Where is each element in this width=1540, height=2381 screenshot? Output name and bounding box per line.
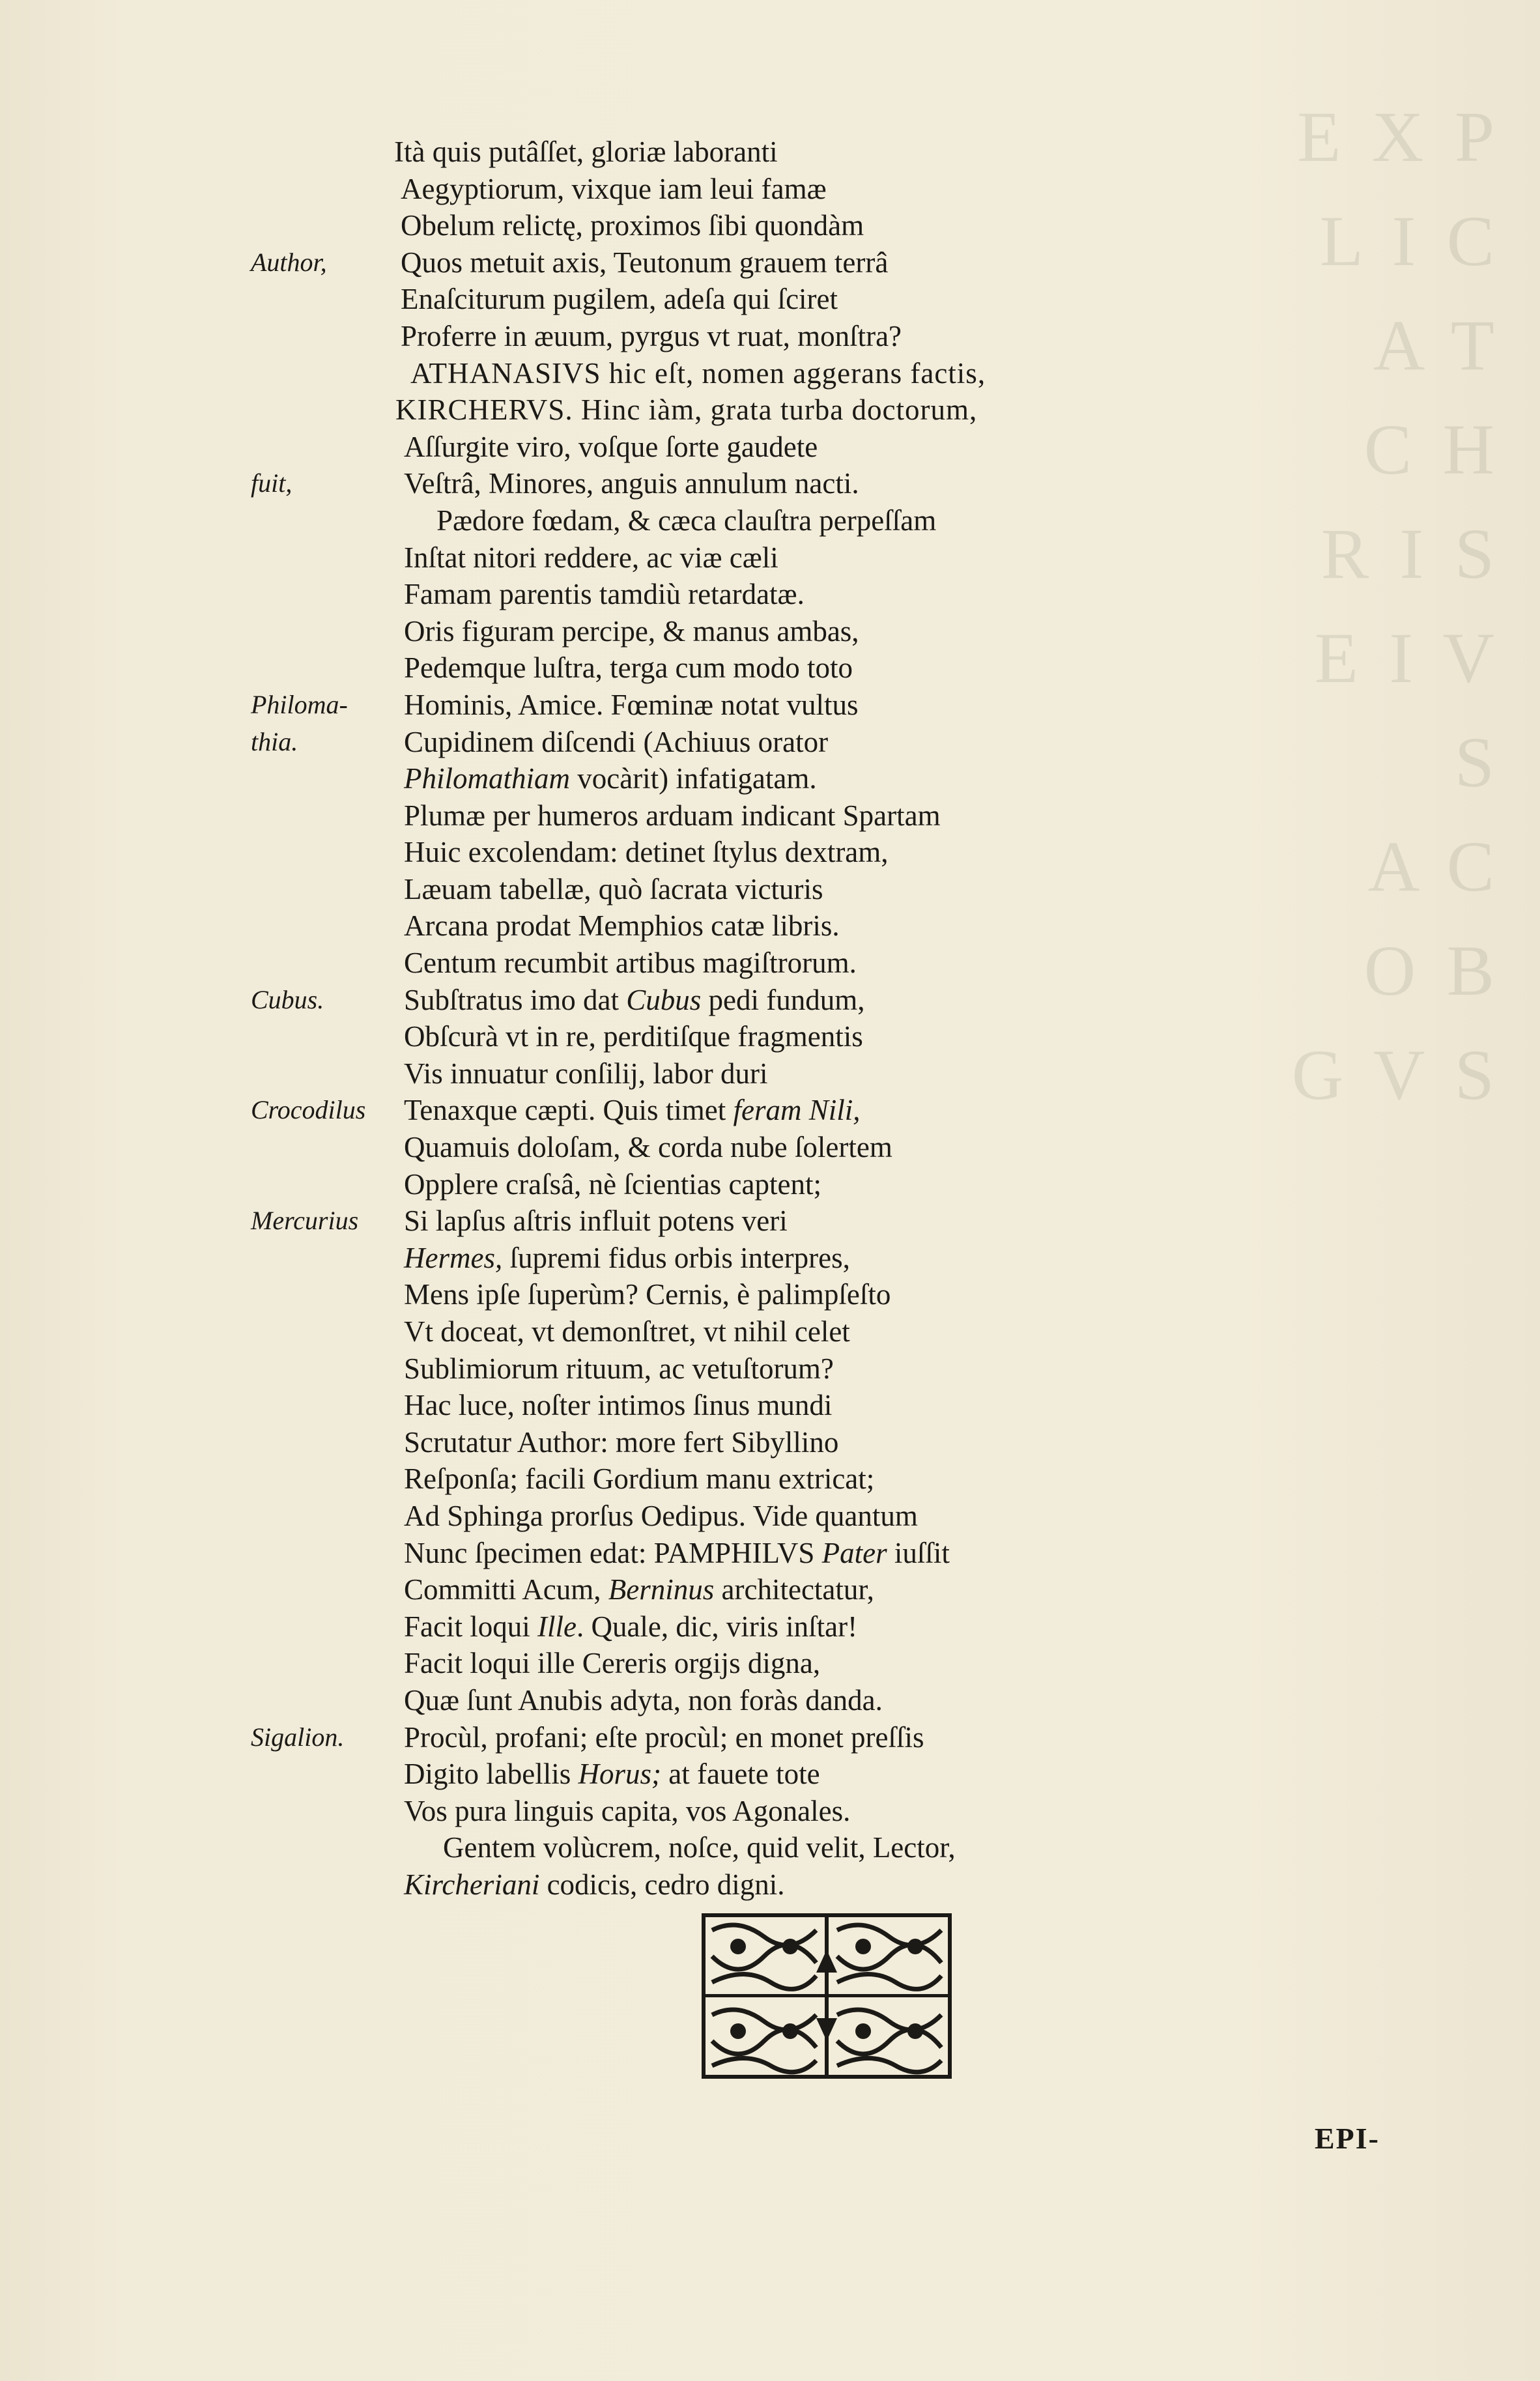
verse-text: Scrutatur Author: more fert Sibyllino (404, 1425, 839, 1459)
verse-text: Pedemque luſtra, terga cum modo toto (404, 651, 853, 685)
poem-line-33 (251, 1313, 1163, 1350)
poem-line-46 (251, 1793, 1163, 1830)
verse-fragment: Tenaxque cæpti. Quis timet (404, 1094, 734, 1127)
verse-text (404, 1756, 820, 1793)
poem-line-15 (251, 649, 1163, 687)
poem-line-14 (251, 613, 1163, 650)
marginal-note-philomathia-cont: thia. (251, 726, 298, 756)
poem-line-10 (251, 465, 1163, 502)
verse-text: Oris figuram percipe, & manus ambas, (404, 614, 859, 648)
poem-line-26 (251, 1055, 1163, 1092)
poem-line-5 (251, 281, 1163, 318)
catchword: EPI- (1315, 2122, 1380, 2155)
verse-text: Centum recumbit artibus magiſtrorum. (404, 947, 857, 980)
poem-line-21 (251, 871, 1163, 908)
bleed-through-shadow: E X P L I C A T C H R I S E I V S A C O B G V S (1291, 97, 1501, 1115)
verse-text: Quæ ſunt Anubis adyta, non foràs danda. (404, 1683, 883, 1717)
verse-fragment: at fauete tote (661, 1758, 820, 1791)
verse-text: Proferre in æuum, pyrgus vt ruat, monſtra? (401, 319, 902, 352)
verse-text: Gentem volùcrem, noſce, quid velit, Lector, (443, 1831, 956, 1864)
verse-text (404, 760, 817, 797)
poem-line-8 (251, 392, 1163, 429)
poem-line-1 (251, 134, 1163, 171)
verse-fragment: Facit loqui (404, 1610, 537, 1643)
poem-line-38 (251, 1498, 1163, 1535)
verse-text: Facit loqui ille Cereris orgijs digna, (404, 1647, 821, 1680)
verse-text: Hac luce, noſter intimos ſinus mundi (404, 1389, 833, 1422)
poem-line-20 (251, 834, 1163, 871)
verse-fragment: . Quale, dic, viris inſtar! (576, 1610, 858, 1643)
verse-text: Ità quis putâſſet, gloriæ laboranti (394, 135, 778, 168)
printers-ornament (699, 1911, 954, 2081)
verse-text: Opplere craſsâ, nè ſcientias captent; (404, 1167, 821, 1201)
marginal-note-author: Author, (251, 247, 327, 277)
italic-word: Pater (821, 1536, 887, 1569)
poem-line-3 (251, 207, 1163, 244)
italic-word: Horus; (578, 1758, 661, 1791)
marginal-note-crocodilus: Crocodilus (251, 1095, 366, 1125)
verse-fragment: Committi Acum, (404, 1573, 608, 1606)
poem-line-30 (251, 1203, 1163, 1240)
poem-line-7 (251, 355, 1163, 392)
poem-line-23 (251, 945, 1163, 982)
poem-line-24 (251, 982, 1163, 1019)
verse-text: Quamuis doloſam, & corda nube ſolertem (404, 1131, 892, 1164)
poem-line-18 (251, 760, 1163, 797)
verse-text: Mens ipſe ſuperùm? Cernis, è palimpſeſto (404, 1278, 891, 1311)
poem-line-28 (251, 1129, 1163, 1166)
italic-word: Cubus (626, 983, 702, 1016)
verse-text: Pædore fœdam, & cæca clauſtra perpeſſam (436, 504, 937, 537)
marginal-note-mercurius: Mercurius (251, 1206, 359, 1236)
italic-word: Berninus (608, 1573, 715, 1606)
verse-text: Ad Sphinga prorſus Oedipus. Vide quantum (404, 1499, 918, 1532)
poem-line-9 (251, 429, 1163, 466)
verse-text (404, 1866, 784, 1903)
verse-text (404, 1608, 857, 1646)
marginal-note-fuit: fuit, (251, 468, 292, 498)
verse-text: KIRCHERVS. Hinc iàm, grata turba doctorum, (395, 393, 978, 427)
verse-text (404, 1092, 861, 1129)
verse-text (404, 1571, 874, 1608)
verse-text: Aſſurgite viro, voſque ſorte gaudete (404, 430, 818, 463)
poem-line-17 (251, 724, 1163, 761)
verse-text: Procùl, profani; eſte procùl; en monet preſſis (404, 1720, 924, 1754)
poem-line-2 (251, 171, 1163, 208)
verse-text: Famam parentis tamdiù retardatæ. (404, 578, 805, 611)
poem-line-16 (251, 687, 1163, 724)
poem-line-44 (251, 1719, 1163, 1756)
verse-fragment: pedi fundum, (701, 983, 865, 1016)
verse-text: Obelum relictę, proximos ſibi quondàm (401, 209, 864, 242)
verse-text: Si lapſus aſtris influit potens veri (404, 1205, 788, 1238)
verse-text (404, 1240, 850, 1277)
verse-text: ATHANASIVS hic eſt, nomen aggerans factis, (410, 356, 986, 390)
marginal-note-cubus: Cubus. (251, 984, 324, 1014)
verse-text: Huic excolendam: detinet ſtylus dextram, (404, 836, 889, 869)
poem-line-36 (251, 1424, 1163, 1461)
verse-fragment: vocàrit) infatigatam. (570, 762, 817, 795)
verse-text: Plumæ per humeros arduam indicant Spartam (404, 799, 941, 832)
verse-text: Vis innuatur conſilij, labor duri (404, 1057, 768, 1090)
poem-line-43 (251, 1682, 1163, 1719)
verse-fragment: architectatur, (714, 1573, 874, 1606)
verse-fragment: Subſtratus imo dat (404, 983, 627, 1016)
poem-line-13 (251, 576, 1163, 613)
verse-fragment: iuſſit (887, 1536, 950, 1569)
poem-line-37 (251, 1461, 1163, 1498)
verse-fragment: ſupremi fidus orbis interpres, (502, 1241, 850, 1274)
poem-line-48 (251, 1866, 1163, 1903)
poem-line-29 (251, 1166, 1163, 1203)
verse-text: Vos pura linguis capita, vos Agonales. (404, 1794, 851, 1827)
italic-word: feram Nili, (733, 1094, 861, 1127)
verse-text: Hominis, Amice. Fœminæ notat vultus (404, 688, 859, 721)
verse-text: Arcana prodat Memphios catæ libris. (404, 909, 840, 943)
poem-line-6 (251, 318, 1163, 355)
poem-text-block (251, 134, 1163, 1903)
poem-line-27 (251, 1092, 1163, 1129)
italic-word: Ille (537, 1610, 577, 1643)
verse-fragment: Digito labellis (404, 1758, 578, 1791)
marginal-note-philomathia: Philoma- (251, 689, 348, 719)
verse-text: Veſtrâ, Minores, anguis annulum nacti. (404, 467, 859, 500)
poem-line-34 (251, 1350, 1163, 1388)
poem-line-4 (251, 244, 1163, 281)
verse-text: Enaſciturum pugilem, adeſa qui ſciret (401, 283, 838, 316)
verse-text: Vt doceat, vt demonſtret, vt nihil celet (404, 1315, 850, 1348)
poem-line-40 (251, 1571, 1163, 1608)
italic-word: Philomathiam (404, 762, 570, 795)
verse-text: Quos metuit axis, Teutonum grauem terrâ (401, 246, 889, 279)
poem-line-32 (251, 1276, 1163, 1313)
verse-fragment: Nunc ſpecimen edat: PAMPHILVS (404, 1536, 822, 1569)
verse-text: Reſponſa; facili Gordium manu extricat; (404, 1462, 875, 1496)
verse-text (404, 1535, 950, 1572)
poem-line-35 (251, 1387, 1163, 1424)
verse-fragment: codicis, cedro digni. (539, 1868, 785, 1901)
verse-text (404, 982, 865, 1019)
poem-line-41 (251, 1608, 1163, 1646)
poem-line-31 (251, 1240, 1163, 1277)
poem-line-19 (251, 797, 1163, 834)
italic-word: Kircheriani (404, 1868, 540, 1901)
poem-line-47 (251, 1829, 1163, 1866)
marginal-note-sigalion: Sigalion. (251, 1722, 345, 1752)
poem-line-12 (251, 539, 1163, 577)
verse-text: Sublimiorum rituum, ac vetuſtorum? (404, 1352, 834, 1385)
poem-line-39 (251, 1535, 1163, 1572)
verse-text: Obſcurà vt in re, perditiſque fragmentis (404, 1020, 863, 1053)
poem-line-22 (251, 907, 1163, 945)
verse-text: Aegyptiorum, vixque iam leui famæ (401, 172, 827, 205)
verse-text: Cupidinem diſcendi (Achiuus orator (404, 725, 829, 758)
poem-line-42 (251, 1645, 1163, 1682)
verse-text: Inſtat nitori reddere, ac viæ cæli (404, 541, 778, 574)
italic-word: Hermes, (404, 1241, 503, 1274)
poem-line-45 (251, 1756, 1163, 1793)
verse-text: Læuam tabellæ, quò ſacrata victuris (404, 872, 823, 905)
poem-line-25 (251, 1018, 1163, 1055)
poem-line-11 (251, 502, 1163, 539)
